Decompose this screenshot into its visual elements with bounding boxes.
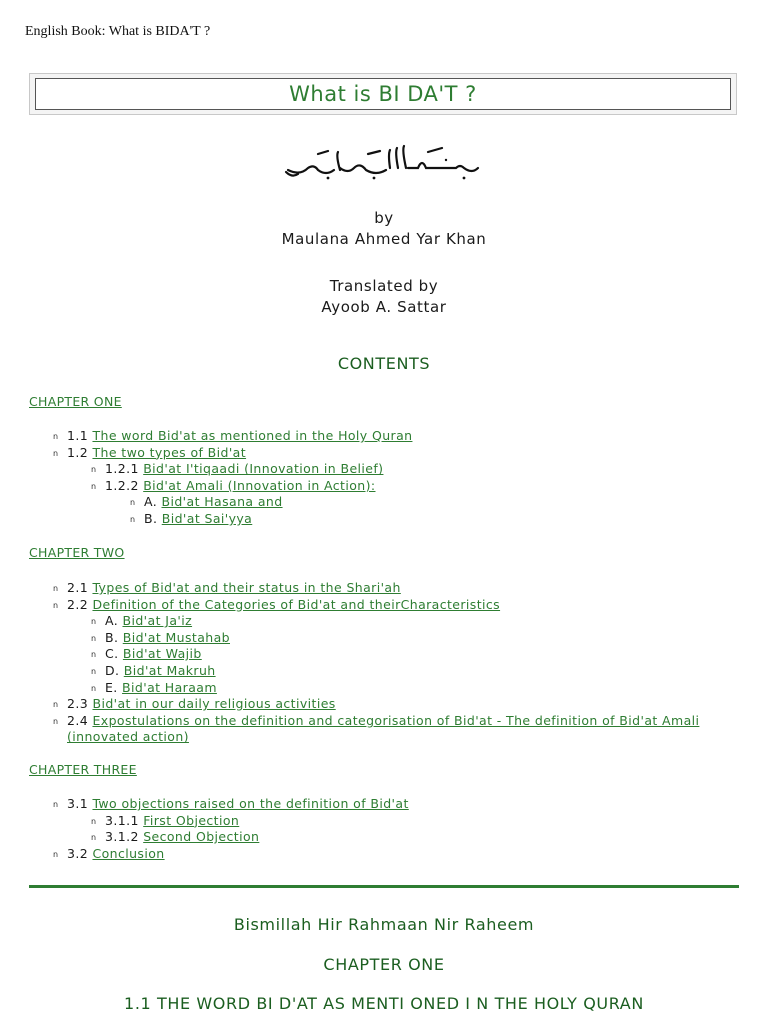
bullet-icon: n [53, 849, 59, 859]
toc-number: 1.2.1 [105, 461, 139, 477]
bullet-icon: n [91, 833, 97, 843]
toc-number: A. [105, 613, 119, 629]
bullet-icon: n [91, 683, 97, 693]
toc-item [53, 829, 743, 846]
toc-link[interactable]: Second Objection [143, 829, 260, 845]
toc-number: 3.2 [67, 845, 89, 861]
toc-number: 1.2 [67, 444, 89, 460]
toc-link[interactable]: Bid'at Mustahab [122, 629, 230, 645]
document-header: English Book: What is BIDA'T ? [25, 24, 211, 39]
toc-item [53, 696, 743, 713]
toc-item [53, 646, 743, 663]
title-box [29, 73, 737, 115]
toc-number: 2.1 [67, 580, 89, 595]
author-name: Maulana Ahmed Yar Khan [281, 230, 487, 248]
page-title: What is BI DA'T ? [35, 78, 731, 110]
byline-by: by [374, 209, 394, 227]
toc-item [53, 813, 743, 830]
toc-link[interactable]: Bid'at in our daily religious activities [92, 696, 336, 712]
chapter-two-toc [53, 580, 743, 746]
bullet-icon: n [53, 448, 59, 458]
toc-link[interactable]: The two types of Bid'at [92, 444, 247, 460]
toc-item [53, 597, 743, 614]
toc-item [53, 663, 743, 680]
toc-link[interactable]: Bid'at Makruh [123, 662, 216, 678]
toc-item [53, 713, 743, 746]
toc-link[interactable]: Bid'at Wajib [122, 646, 202, 662]
bullet-icon: n [53, 432, 59, 441]
bullet-icon: n [53, 700, 59, 710]
toc-link[interactable]: Bid'at Amali (Innovation in Action): [143, 477, 376, 493]
bismillah-invocation: Bismillah Hir Rahmaan Nir Raheem [233, 915, 535, 934]
bullet-icon: n [130, 498, 136, 508]
bullet-icon: n [53, 716, 59, 726]
chapter-three-toc [53, 796, 743, 862]
toc-link[interactable]: First Objection [143, 812, 240, 828]
section-divider [29, 885, 739, 888]
translated-by-label: Translated by [329, 277, 439, 295]
toc-link[interactable]: Conclusion [92, 845, 165, 861]
toc-link[interactable]: Expostulations on the definition and categorisation of Bid'at - The definition of Bid'at Amali (innovated action) [67, 712, 700, 745]
toc-number: B. [144, 510, 158, 526]
toc-number: 1.2.2 [105, 477, 139, 493]
bullet-icon: n [53, 800, 59, 809]
toc-number: E. [105, 679, 118, 695]
chapter-heading: CHAPTER ONE [323, 955, 445, 974]
toc-link[interactable]: The word Bid'at as mentioned in the Holy Quran [92, 428, 413, 443]
toc-link[interactable]: Two objections raised on the definition of Bid'at [92, 796, 409, 811]
section-heading: 1.1 THE WORD BI D'AT AS MENTI ONED I N THE HOLY QURAN [124, 994, 644, 1013]
toc-item [53, 445, 743, 462]
bullet-icon: n [53, 600, 59, 610]
toc-item [53, 613, 743, 630]
bullet-icon: n [91, 481, 97, 491]
bullet-icon: n [91, 650, 97, 660]
toc-link[interactable]: Bid'at Hasana and [161, 494, 283, 510]
bullet-icon: n [91, 465, 97, 475]
chapter-three-link[interactable]: CHAPTER THREE [29, 762, 137, 777]
toc-number: 3.1.1 [105, 812, 139, 828]
contents-heading: CONTENTS [337, 354, 431, 373]
toc-link[interactable]: Bid'at Haraam [122, 679, 217, 695]
toc-number: B. [105, 629, 119, 645]
bullet-icon: n [91, 816, 97, 826]
toc-number: C. [105, 646, 119, 662]
toc-number: 3.1 [67, 796, 89, 811]
toc-item [53, 461, 743, 478]
toc-link[interactable]: Bid'at Sai'yya [161, 510, 253, 526]
toc-number: D. [105, 662, 120, 678]
toc-item [53, 428, 743, 445]
toc-link[interactable]: Bid'at Ja'iz [122, 613, 193, 629]
bismillah-calligraphy-icon [278, 140, 488, 184]
toc-link[interactable]: Types of Bid'at and their status in the Shari'ah [92, 580, 401, 595]
toc-number: 2.2 [67, 596, 89, 612]
toc-number: 3.1.2 [105, 829, 139, 845]
toc-item [53, 580, 743, 597]
bullet-icon: n [91, 666, 97, 676]
toc-number: 1.1 [67, 428, 89, 443]
bullet-icon: n [130, 514, 136, 524]
toc-item [53, 478, 743, 495]
chapter-one-link[interactable]: CHAPTER ONE [29, 394, 122, 409]
toc-item [53, 846, 743, 863]
toc-number: 2.4 [67, 712, 89, 728]
chapter-two-link[interactable]: CHAPTER TWO [29, 545, 125, 560]
toc-number: 2.3 [67, 696, 89, 712]
chapter-one-toc [53, 428, 743, 528]
toc-link[interactable]: Definition of the Categories of Bid'at and theirCharacteristics [92, 596, 501, 612]
toc-item [53, 796, 743, 813]
translator-name: Ayoob A. Sattar [321, 298, 447, 316]
toc-item [53, 494, 743, 511]
toc-item [53, 680, 743, 697]
toc-item [53, 511, 743, 528]
bullet-icon: n [91, 633, 97, 643]
bullet-icon: n [53, 584, 59, 593]
toc-number: A. [144, 494, 158, 510]
bullet-icon: n [91, 617, 97, 627]
toc-item [53, 630, 743, 647]
toc-link[interactable]: Bid'at I'tiqaadi (Innovation in Belief) [143, 461, 384, 477]
